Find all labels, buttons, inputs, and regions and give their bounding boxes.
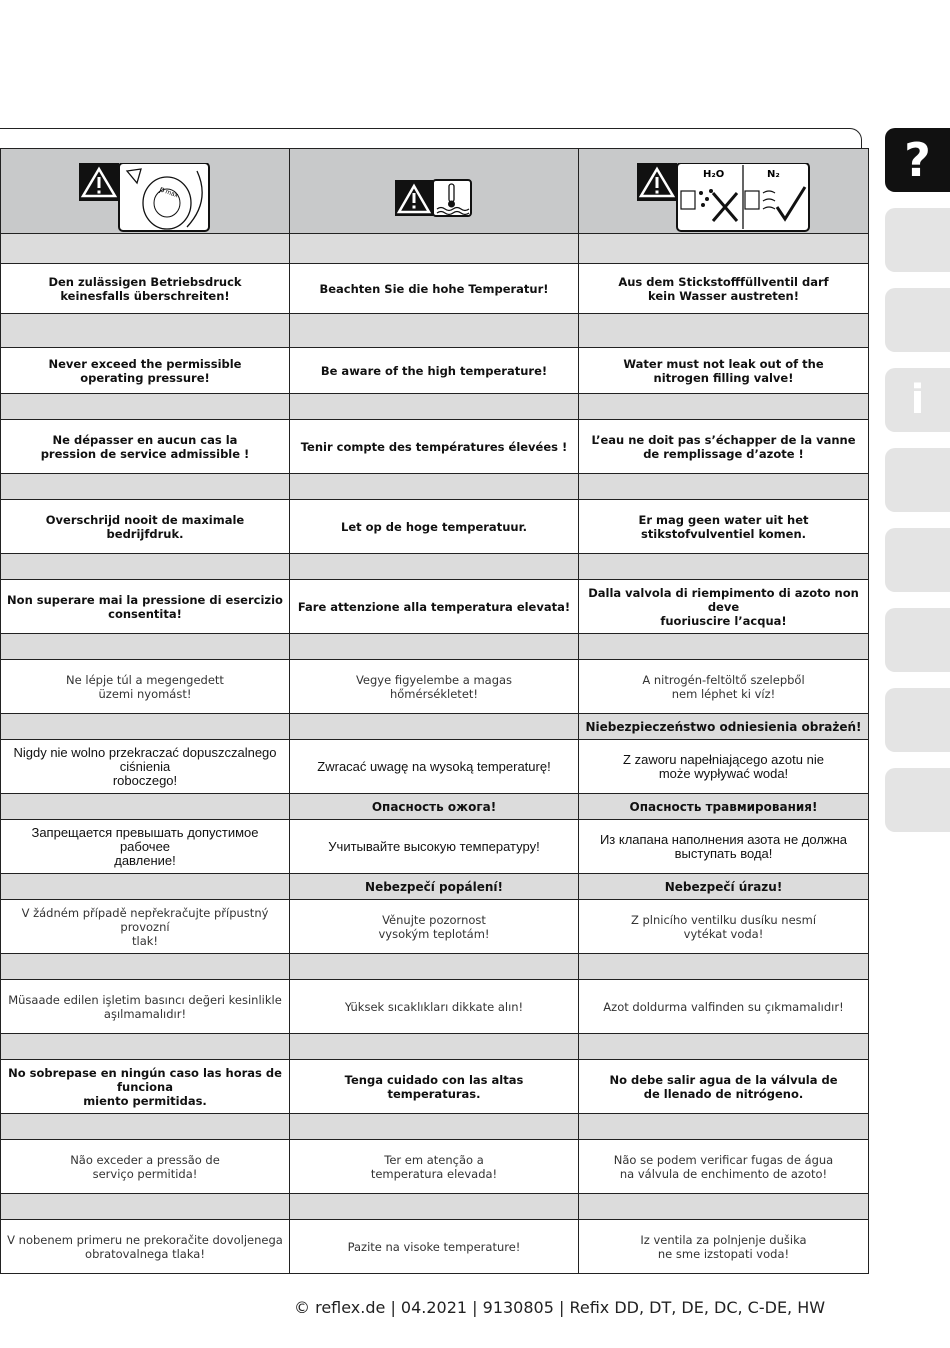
separator-row [1,234,869,264]
nitrogen-warning-cell [579,149,869,234]
hazard-label-cell [290,954,579,980]
svg-text:H₂O: H₂O [702,169,724,180]
hazard-label-cell [1,394,290,420]
warning-text-cell: Z zaworu napełniającego azotu nie może wypływać woda! [579,740,869,794]
tab-info[interactable] [885,368,950,432]
hazard-label-cell [1,874,290,900]
warning-text-row [1,1220,869,1274]
separator-row [1,1194,869,1220]
tab-power[interactable] [885,528,950,592]
hazard-label-cell [579,1194,869,1220]
hazard-label-cell [1,954,290,980]
warning-text-row [1,264,869,314]
tab-installation[interactable] [885,448,950,512]
warning-text-row [1,420,869,474]
hazard-label-cell [1,1034,290,1060]
warning-text-row [1,900,869,954]
hazard-label-cell [290,1194,579,1220]
separator-row [1,954,869,980]
hazard-label-cell [290,394,579,420]
separator-row [1,314,869,348]
hazard-label-cell [1,1114,290,1140]
hazard-label-cell [579,314,869,348]
warning-text-cell: Ne lépje túl a megengedett üzemi nyomást! [1,660,290,714]
warning-text-cell: No sobrepase en ningún caso las horas de funciona miento permitidas. [1,1060,290,1114]
hazard-label-cell [290,1034,579,1060]
warning-text-cell: Water must not leak out of the nitrogen filling valve! [579,348,869,394]
separator-row [1,794,869,820]
tab-tools[interactable] [885,608,950,672]
warning-text-row [1,1060,869,1114]
hazard-label-cell [1,554,290,580]
separator-row [1,874,869,900]
warning-text-cell: Overschrijd nooit de maximale bedrijfdruk. [1,500,290,554]
info-icon: i [910,377,925,423]
hazard-label-cell [1,634,290,660]
warning-text-cell: Fare attenzione alla temperatura elevata! [290,580,579,634]
temperature-warning-icon [395,178,473,218]
warning-text-row [1,580,869,634]
icon-header-row [1,149,869,234]
hazard-label-cell [290,1114,579,1140]
side-tab-navigation [885,128,950,848]
warning-text-cell: Запрещается превышать допустимое рабочее давление! [1,820,290,874]
warning-text-cell: L’eau ne doit pas s’échapper de la vanne de remplissage d’azote ! [579,420,869,474]
tab-box[interactable] [885,288,950,352]
warning-text-cell: Zwracać uwagę na wysoką temperaturę! [290,740,579,794]
tab-warning[interactable] [885,208,950,272]
page-footer: © reflex.de | 04.2021 | 9130805 | Refix DD, DT, DE, DC, C-DE, HW [294,1298,826,1317]
warning-text-cell: Iz ventila za polnjenje dušika ne sme izstopati voda! [579,1220,869,1274]
warning-text-cell: Ne dépasser en aucun cas la pression de service admissible ! [1,420,290,474]
hazard-label-cell [1,714,290,740]
warning-text-cell: Não exceder a pressão de serviço permitida! [1,1140,290,1194]
warning-text-cell: Pazite na visoke temperature! [290,1220,579,1274]
warning-text-cell: Let op de hoge temperatuur. [290,500,579,554]
hazard-label-cell [1,794,290,820]
separator-row [1,474,869,500]
hazard-label-cell [1,1194,290,1220]
separator-row [1,394,869,420]
warning-text-cell: Из клапана наполнения азота не должна выступать вода! [579,820,869,874]
svg-text:p: p [158,184,167,195]
hazard-label-cell [1,234,290,264]
hazard-label-cell [1,474,290,500]
warning-text-row [1,660,869,714]
warning-text-cell: Não se podem verificar fugas de água na válvula de enchimento de azoto! [579,1140,869,1194]
hazard-label-cell: Nebezpečí úrazu! [579,874,869,900]
hazard-label-cell: Nebezpečí popálení! [290,874,579,900]
hazard-label-cell: Niebezpieczeństwo odniesienia obrażeń! [579,714,869,740]
question-icon: ? [904,133,931,187]
warning-text-row [1,348,869,394]
pressure-warning-cell [1,149,290,234]
tab-question[interactable] [885,128,950,192]
warning-text-cell: V nobenem primeru ne prekoračite dovoljenega obratovalnega tlaka! [1,1220,290,1274]
separator-row [1,1034,869,1060]
hazard-label-cell [290,474,579,500]
warning-text-row [1,740,869,794]
hazard-label-cell [579,394,869,420]
hazard-label-cell [579,554,869,580]
warning-text-cell: Учитывайте высокую температуру! [290,820,579,874]
hazard-label-cell [290,314,579,348]
pressure-warning-icon [79,163,211,233]
hazard-label-cell [579,474,869,500]
hazard-label-cell [579,1034,869,1060]
separator-row [1,714,869,740]
hazard-label-cell [579,634,869,660]
warning-text-cell: Tenir compte des températures élevées ! [290,420,579,474]
warning-text-cell: Non superare mai la pressione di esercizio consentita! [1,580,290,634]
warning-text-cell: Nigdy nie wolno przekraczać dopuszczalnego ciśnienia roboczego! [1,740,290,794]
warning-text-row [1,820,869,874]
warning-text-cell: Azot doldurma valfinden su çıkmamalıdır! [579,980,869,1034]
warning-text-cell: Vegye figyelembe a magas hőmérsékletet! [290,660,579,714]
warning-text-cell: Tenga cuidado con las altas temperaturas. [290,1060,579,1114]
warning-text-cell: V žádném případě nepřekračujte přípustný provozní tlak! [1,900,290,954]
hazard-label-cell: Опасность травмирования! [579,794,869,820]
hazard-label-cell [1,314,290,348]
warning-text-cell: Be aware of the high temperature! [290,348,579,394]
svg-text:max: max [164,188,179,200]
warning-table [0,148,869,1274]
hazard-label-cell [579,234,869,264]
warning-text-cell: Z plnicího ventilku dusíku nesmí vytékat voda! [579,900,869,954]
hazard-label-cell [579,1114,869,1140]
warning-text-row [1,1140,869,1194]
separator-row [1,554,869,580]
warning-text-cell: Den zulässigen Betriebsdruck keinesfalls überschreiten! [1,264,290,314]
hazard-label-cell: Опасность ожога! [290,794,579,820]
hazard-label-cell [290,634,579,660]
hazard-label-cell [290,714,579,740]
nitrogen-warning-icon [637,163,811,233]
warning-text-row [1,980,869,1034]
warning-text-cell: No debe salir agua de la válvula de de llenado de nitrógeno. [579,1060,869,1114]
hazard-label-cell [290,554,579,580]
temperature-warning-cell [290,149,579,234]
warning-text-cell: A nitrogén-feltöltő szelepből nem léphet ki víz! [579,660,869,714]
separator-row [1,1114,869,1140]
warning-text-cell: Věnujte pozornost vysokým teplotám! [290,900,579,954]
warning-text-cell: Dalla valvola di riempimento di azoto non deve fuoriuscire l’acqua! [579,580,869,634]
warning-text-cell: Aus dem Stickstofffüllventil darf kein Wasser austreten! [579,264,869,314]
warning-text-cell: Beachten Sie die hohe Temperatur! [290,264,579,314]
separator-row [1,634,869,660]
warning-text-cell: Müsaade edilen işletim basıncı değeri kesinlikle aşılmamalıdır! [1,980,290,1034]
svg-text:N₂: N₂ [766,169,780,180]
warning-text-cell: Er mag geen water uit het stikstofvulventiel komen. [579,500,869,554]
warning-text-cell: Never exceed the permissible operating pressure! [1,348,290,394]
warning-text-row [1,500,869,554]
tab-service[interactable] [885,768,950,832]
hazard-label-cell [579,954,869,980]
hazard-label-cell [290,234,579,264]
warning-text-cell: Yüksek sıcaklıkları dikkate alın! [290,980,579,1034]
tab-disposal[interactable] [885,688,950,752]
warning-text-cell: Ter em atenção a temperatura elevada! [290,1140,579,1194]
